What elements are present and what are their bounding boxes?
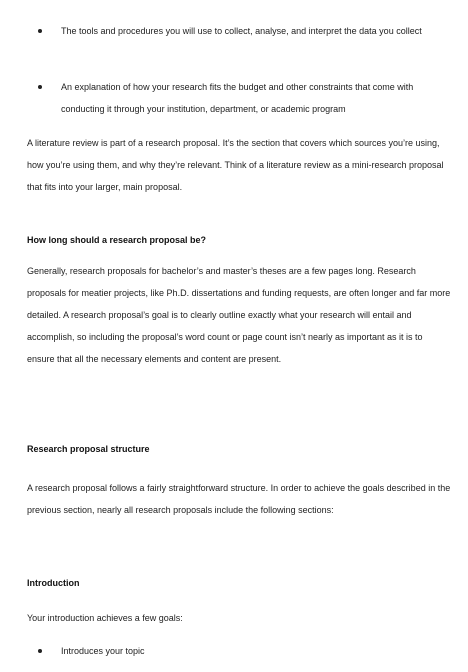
- heading-proposal-length: How long should a research proposal be?: [27, 235, 207, 245]
- bullet-icon: [38, 85, 42, 89]
- list-item: [0, 76, 468, 120]
- list-item-text: An explanation of how your research fits the budget and other constraints that come with conducting it through your institution, department, or academic program: [61, 82, 414, 114]
- paragraph-proposal-structure: A research proposal follows a fairly straightforward structure. In order to achieve the goals described in the previous section, nearly all research proposals include the following sections:: [27, 483, 451, 515]
- list-item: [0, 20, 468, 42]
- paragraph-literature-review: A literature review is part of a research proposal. It’s the section that covers which sources you’re using, how you’re using them, and why they’re relevant. Think of a literature review as a mini-research proposal that fits into your larger, main proposal.: [27, 138, 444, 192]
- list-item-text: Introduces your topic: [61, 646, 145, 656]
- list-item-text: The tools and procedures you will use to collect, analyse, and interpret the data you collect: [61, 26, 422, 36]
- heading-proposal-structure: Research proposal structure: [27, 444, 150, 454]
- paragraph-introduction: Your introduction achieves a few goals:: [27, 613, 183, 623]
- heading-introduction: Introduction: [27, 578, 80, 588]
- bullet-icon: [38, 649, 42, 653]
- list-item: [0, 640, 468, 662]
- bullet-icon: [38, 29, 42, 33]
- paragraph-proposal-length: Generally, research proposals for bachelor’s and master’s theses are a few pages long. Research proposals for meatier projects, like Ph.D. dissertations and funding requests, are often longer and far more detailed. A research proposal’s goal is to clearly outline exactly what your research will entail and accomplish, so including the proposal’s word count or page count isn’t nearly as important as it is to ensure that all the necessary elements and content are present.: [27, 266, 451, 364]
